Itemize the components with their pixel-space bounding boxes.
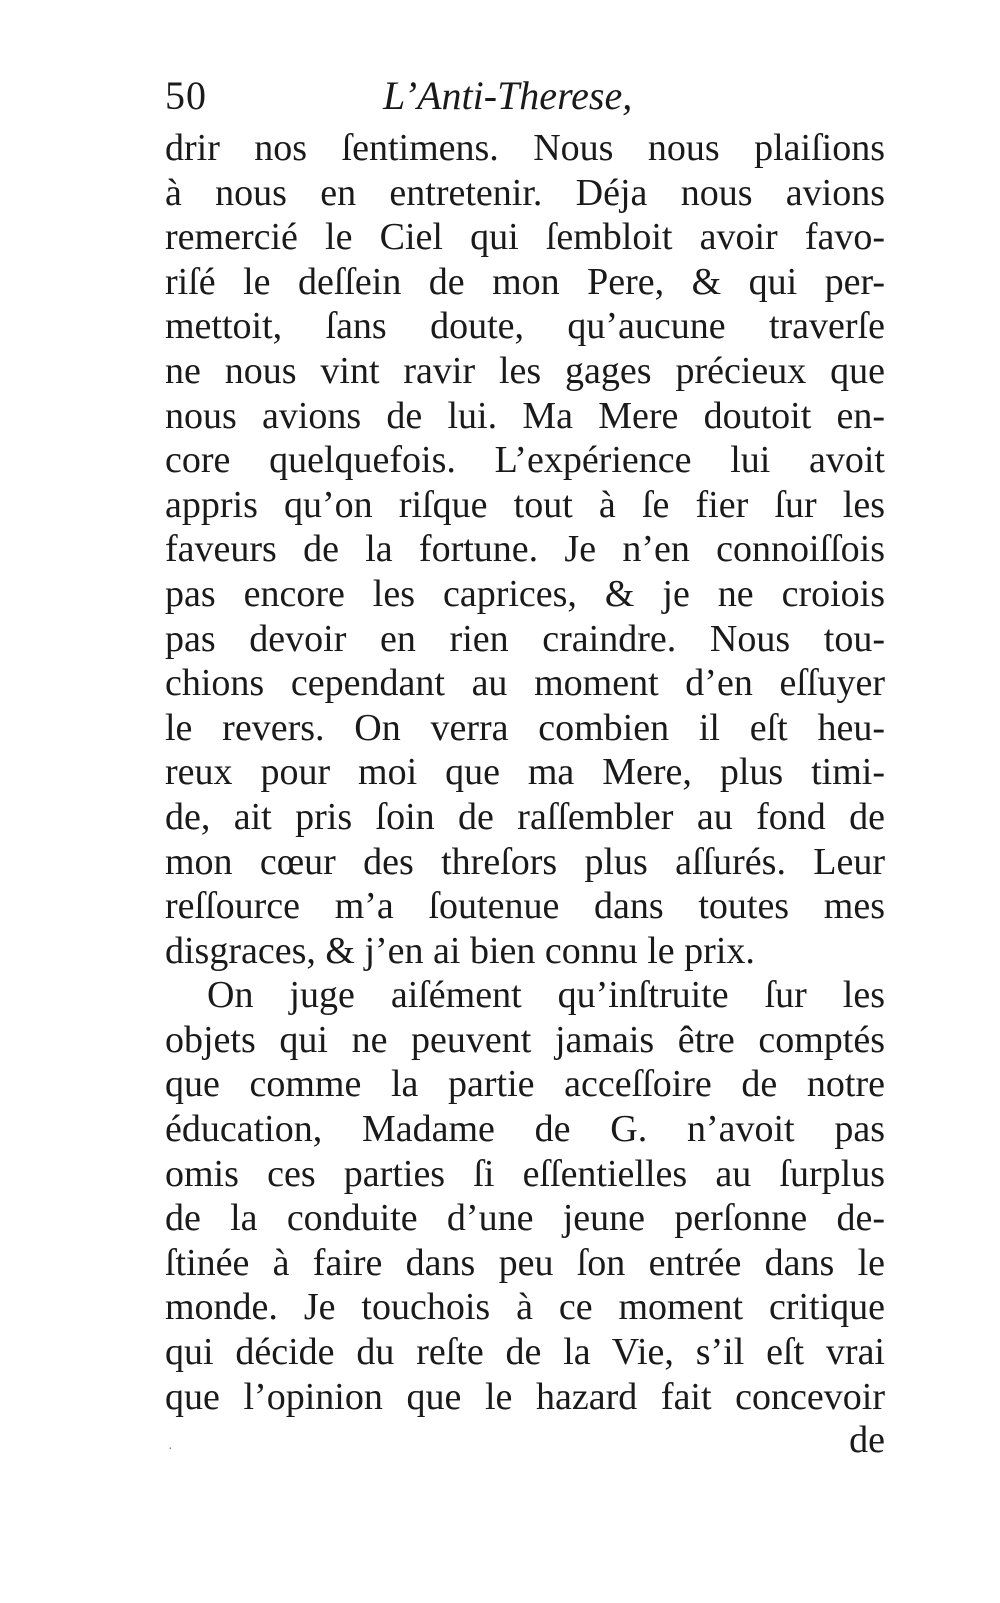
text-line: ſtinée à faire dans peu ſon entrée dans le xyxy=(165,1241,885,1284)
text-line: à nous en entretenir. Déja nous avions xyxy=(165,171,885,214)
text-line: nous avions de lui. Ma Mere doutoit en- xyxy=(165,394,885,437)
text-line: le revers. On verra combien il eſt heu- xyxy=(165,706,885,749)
text-line: que comme la partie acceſſoire de notre xyxy=(165,1063,885,1106)
catchword: de xyxy=(849,1419,885,1461)
running-title: L’Anti-Therese, xyxy=(383,73,633,118)
text-line: mettoit, ſans doute, qu’aucune traverſe xyxy=(165,305,885,348)
text-line: On juge aiſément qu’inſtruite ſur les xyxy=(207,974,885,1017)
text-line: remercié le Ciel qui ſembloit avoir favo- xyxy=(165,216,885,259)
text-line: pas encore les caprices, & je ne croiois xyxy=(165,572,885,615)
text-line: drir nos ſentimens. Nous nous plaiſions xyxy=(165,127,885,169)
text-line: de la conduite d’une jeune perſonne de- xyxy=(165,1197,885,1240)
text-line: reſſource m’a ſoutenue dans toutes mes xyxy=(165,885,885,928)
page-number: 50 xyxy=(165,73,207,118)
text-line: reux pour moi que ma Mere, plus timi- xyxy=(165,751,885,794)
text-line: de, ait pris ſoin de raſſembler au fond de xyxy=(165,795,885,838)
text-line: mon cœur des threſors plus aſſurés. Leur xyxy=(165,840,885,883)
page-header xyxy=(165,72,885,128)
text-line: omis ces parties ſi eſſentielles au ſurplus xyxy=(165,1152,885,1195)
ink-speck: · xyxy=(168,1442,173,1457)
body-text xyxy=(165,126,885,1419)
text-line: chions cependant au moment d’en eſſuyer xyxy=(165,662,885,705)
text-line: monde. Je touchois à ce moment critique xyxy=(165,1286,885,1329)
text-line: faveurs de la fortune. Je n’en connoiſſois xyxy=(165,528,885,571)
text-line: que l’opinion que le hazard fait concevoir xyxy=(165,1375,885,1418)
text-line: ne nous vint ravir les gages précieux que xyxy=(165,349,885,392)
text-line: éducation, Madame de G. n’avoit pas xyxy=(165,1108,885,1151)
text-line: appris qu’on riſque tout à ſe fier ſur les xyxy=(165,483,885,526)
text-line: riſé le deſſein de mon Pere, & qui per- xyxy=(165,260,885,303)
text-line: core quelquefois. L’expérience lui avoit xyxy=(165,439,885,482)
text-line: disgraces, & j’en ai bien connu le prix. xyxy=(165,929,755,972)
text-line: objets qui ne peuvent jamais être comptés xyxy=(165,1018,885,1061)
text-line: pas devoir en rien craindre. Nous tou- xyxy=(165,617,885,660)
text-line: qui décide du reſte de la Vie, s’il eſt vrai xyxy=(165,1331,885,1374)
